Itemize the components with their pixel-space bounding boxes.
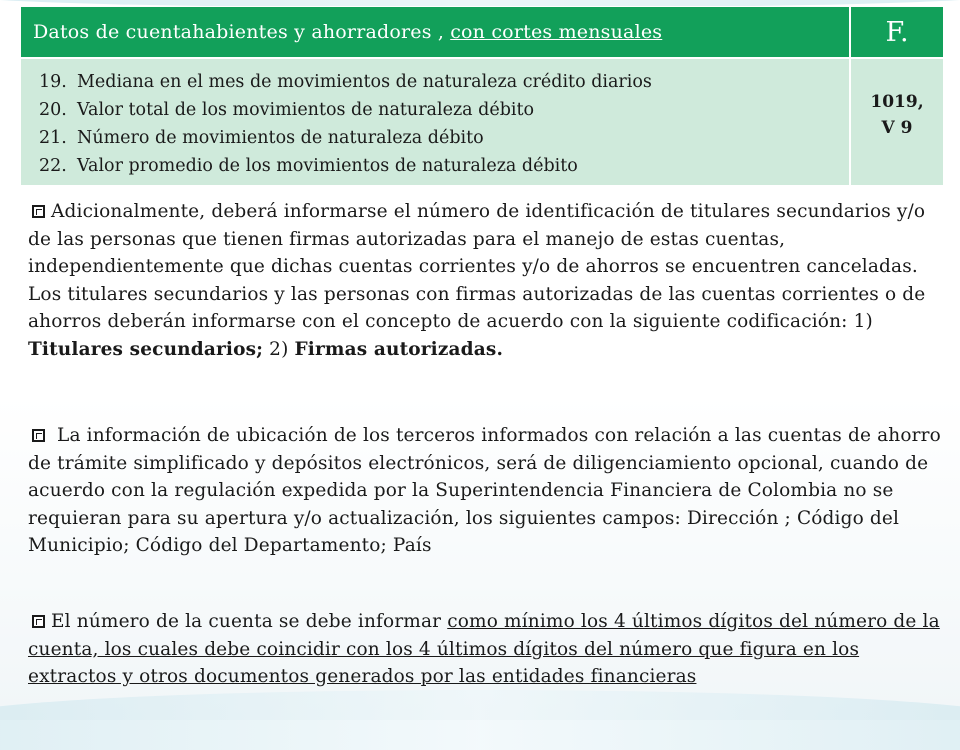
paragraph-text: El número de la cuenta se debe informar [51, 611, 442, 632]
checkbox-bullet-icon [32, 205, 45, 218]
table-header-title [21, 7, 849, 57]
data-table [20, 6, 944, 186]
paragraph-location-info [28, 422, 944, 560]
table-item-list [21, 59, 849, 185]
paragraph-account-number [28, 608, 944, 691]
table-body-row [21, 57, 943, 185]
list-item [39, 124, 849, 152]
list-item-number: 20. [39, 100, 67, 120]
checkbox-bullet-icon [32, 429, 45, 442]
code-number: 1) [853, 311, 873, 333]
code-label: Firmas autorizadas. [294, 338, 504, 360]
paragraph-secondary-holders [28, 198, 944, 364]
list-item [39, 96, 849, 124]
list-item-number: 21. [39, 128, 67, 148]
list-item [39, 68, 849, 96]
paragraph-text: La información de ubicación de los terceros informados con relación a las cuentas de ahorro de trámite simplificado y depósitos electrónicos, será de diligenciamiento opcional, cuando de acuerdo con la regulación expedida por la Superintendencia Financiera de Colombia no se requieran para su apertura y/o actualización, los siguientes campos: Dirección ; Código del Municipio; Código del Departamento; País [28, 425, 941, 557]
paragraph-underlined-text: como mínimo los 4 últimos dígitos del número de la cuenta, los cuales debe coincidir con los 4 últimos dígitos del número que figura en los extractos y otros documentos generados por las entidades financieras [28, 611, 940, 688]
list-item-text: Valor total de los movimientos de naturaleza débito [77, 100, 535, 120]
table-header-side: F. [849, 7, 943, 57]
list-item [39, 152, 849, 180]
list-item-number: 19. [39, 72, 67, 92]
list-item-number: 22. [39, 156, 67, 176]
table-header-row [21, 7, 943, 57]
side-value-line1: 1019, [870, 92, 924, 112]
side-value-line2: V 9 [881, 118, 913, 138]
table-side-value [849, 59, 943, 185]
header-title-underlined: con cortes mensuales [450, 21, 663, 43]
code-label: Titulares secundarios; [28, 338, 264, 360]
background-bottom-swoosh [0, 690, 960, 750]
code-number: 2) [269, 338, 289, 360]
header-title-prefix: Datos de cuentahabientes y ahorradores , [33, 21, 445, 43]
paragraph-text: Adicionalmente, deberá informarse el número de identificación de titulares secundarios y/o de las personas que tienen firmas autorizadas para el manejo de estas cuentas, independientemente que dichas cuentas corrientes y/o de ahorros se encuentren canceladas. Los titulares secundarios y las personas con firmas autorizadas de las cuentas corrientes o de ahorros deberán informarse con el concepto de acuerdo con la siguiente codificación: [28, 201, 926, 333]
list-item-text: Número de movimientos de naturaleza débito [77, 128, 484, 148]
list-item-text: Valor promedio de los movimientos de naturaleza débito [77, 156, 578, 176]
checkbox-bullet-icon [32, 615, 45, 628]
list-item-text: Mediana en el mes de movimientos de naturaleza crédito diarios [77, 72, 652, 92]
